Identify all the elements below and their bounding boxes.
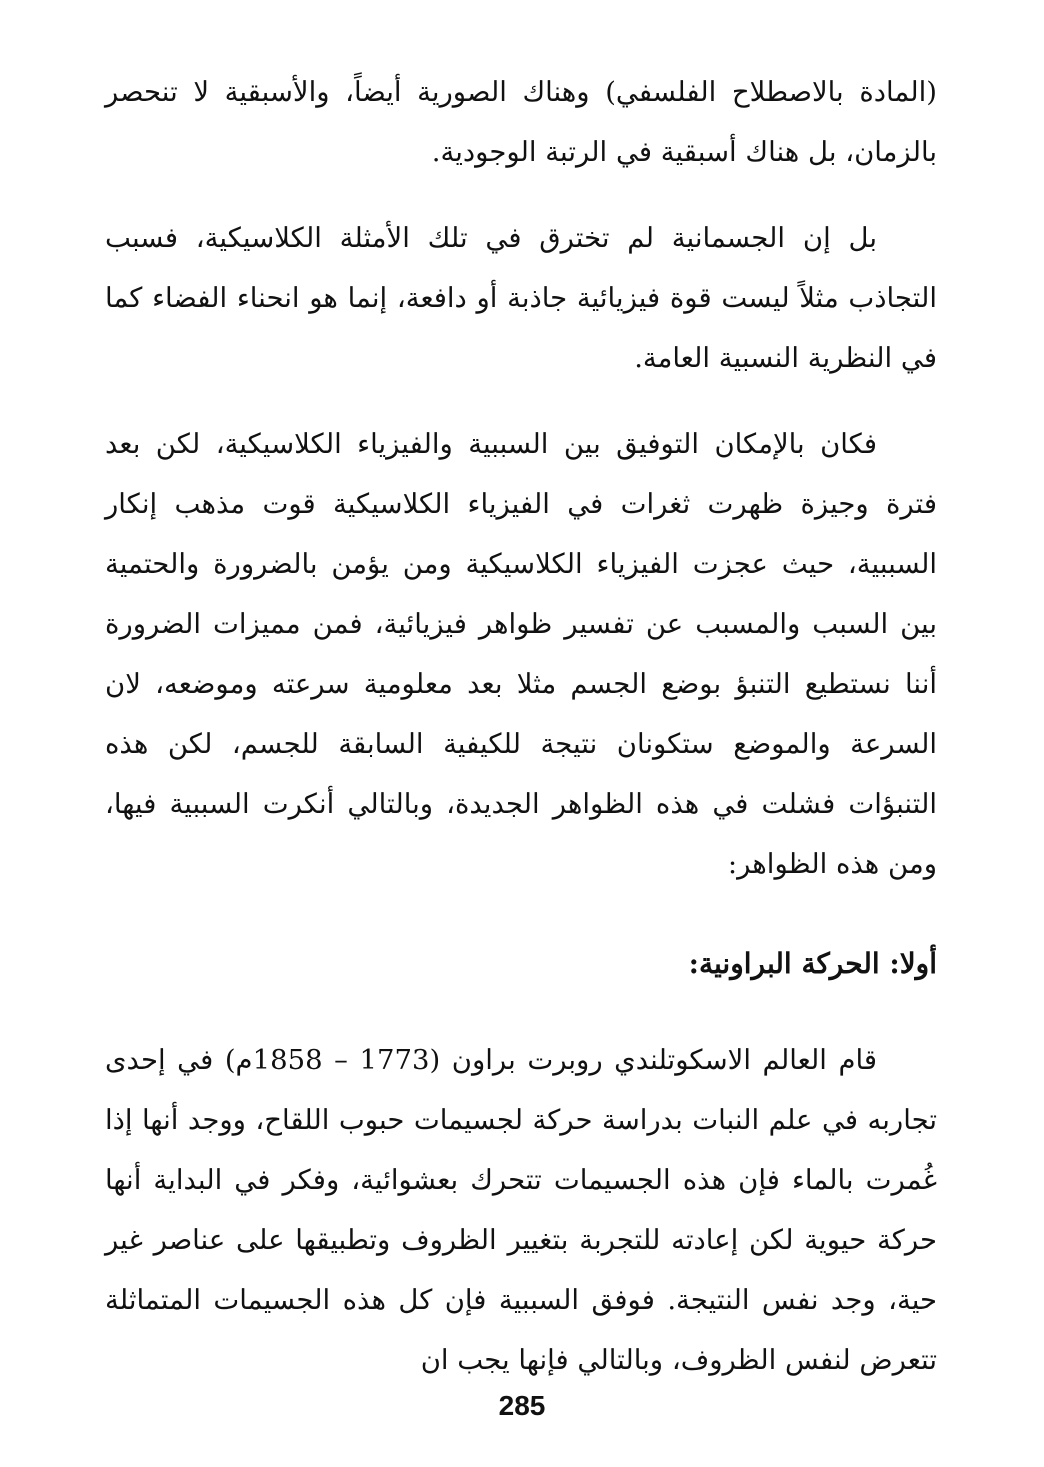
paragraph-brownian-motion: قام العالم الاسكوتلندي روبرت براون (1773 – 1858م) في إحدى تجاربه في علم النبات بدراسة حركة لجسيمات حبوب اللقاح، ووجد أنها إذا غُمرت بالماء فإن هذه الجسيمات تتحرك بعشوائية، وفكر في البداية أنها حركة حيوية لكن إعادته للتجربة بتغيير الظروف وتطبيقها على عناصر غير حية، وجد نفس النتيجة. فوفق السببية فإن كل هذه الجسيمات المتماثلة تتعرض لنفس الظروف، وبالتالي فإنها يجب ان [105, 1044, 937, 1376]
paragraph-corporeality: بل إن الجسمانية لم تخترق في تلك الأمثلة الكلاسيكية، فسبب التجاذب مثلاً ليست قوة فيزيائية جاذبة أو دافعة، إنما هو انحناء الفضاء كما في النظرية النسبية العامة. [105, 222, 937, 374]
section-heading: أولا: الحركة البراونية: [688, 947, 937, 980]
paragraph-classical-physics: فكان بالإمكان التوفيق بين السببية والفيزياء الكلاسيكية، لكن بعد فترة وجيزة ظهرت ثغرات في الفيزياء الكلاسيكية قوت مذهب إنكار السببية، حيث عجزت الفيزياء الكلاسيكية ومن يؤمن بالضرورة والحتمية بين السبب والمسبب عن تفسير ظواهر فيزيائية، فمن مميزات الضرورة أننا نستطيع التنبؤ بوضع الجسم مثلا بعد معلومية سرعته وموضعه، لان السرعة والموضع ستكونان نتيجة للكيفية السابقة للجسم، لكن هذه التنبؤات فشلت في هذه الظواهر الجديدة، وبالتالي أنكرت السببية فيها، ومن هذه الظواهر: [105, 428, 937, 880]
page-body [105, 62, 937, 1390]
page-number: 285 [498, 1390, 546, 1421]
paragraph-continuation: (المادة بالاصطلاح الفلسفي) وهناك الصورية أيضاً، والأسبقية لا تنحصر بالزمان، بل هناك أسبقية في الرتبة الوجودية. [105, 76, 937, 168]
